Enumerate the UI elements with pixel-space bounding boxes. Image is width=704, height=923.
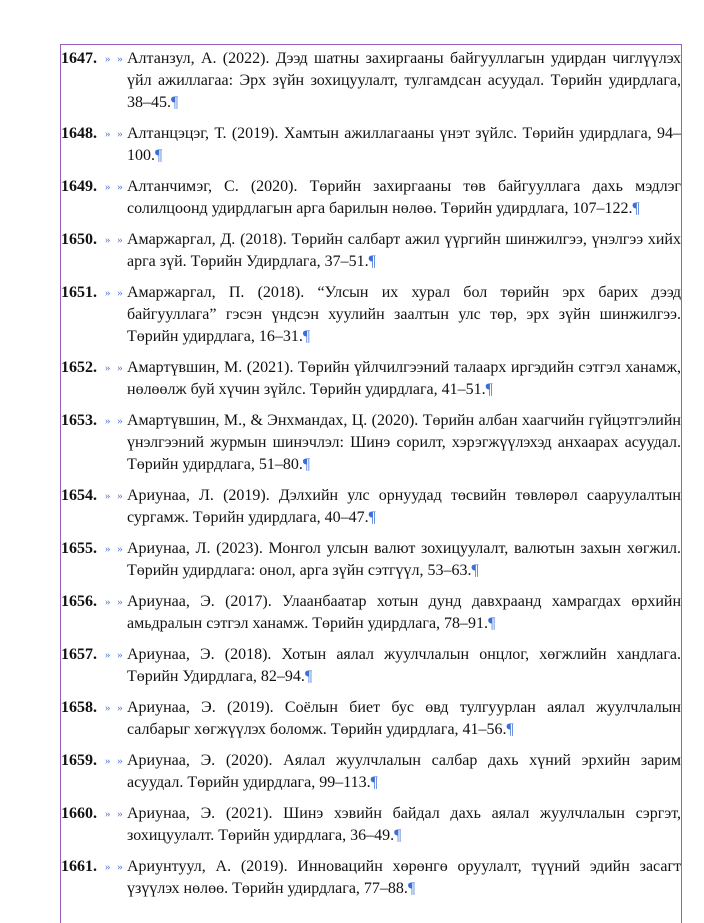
tab-mark: » » xyxy=(105,234,125,246)
pilcrow-mark: ¶ xyxy=(304,668,313,685)
pilcrow-mark: ¶ xyxy=(370,774,378,791)
reference-text: Ариунаа, Э. (2018). Хотын аялал жуулчлалын онцлог, хөгжлийн хандлага. Төрийн Удирдлага, 82–94. xyxy=(127,646,681,685)
reference-number: 1648. xyxy=(61,125,97,142)
reference-text: Амартүвшин, М. (2021). Төрийн үйлчилгээний талаарх иргэдийн сэтгэл ханамж, нөлөөлж буй хүчин зүйлс. Төрийн удирдлага, 41–51. xyxy=(127,359,681,398)
reference-text: Алтанчимэг, С. (2020). Төрийн захиргааны төв байгууллага дахь мэдлэг солилцоонд удирдлагын арга барилын нөлөө. Төрийн удирдлага, 107–122. xyxy=(127,178,681,217)
pilcrow-mark: ¶ xyxy=(302,328,311,345)
reference-number: 1652. xyxy=(61,359,97,376)
reference-text: Алтанзул, А. (2022). Дээд шатны захиргааны байгууллагын удирдан чиглүүлэх үйл ажиллагаа: Эрх зүйн зохицуулалт, тулгамдсан асуудал. Төрийн удирдлага, 38–45. xyxy=(127,50,681,111)
reference-item[interactable] xyxy=(61,538,681,582)
reference-text: Ариунаа, Э. (2019). Соёлын биет бус өвд тулгуурлан аялал жуулчлалын салбарыг хөгжүүлэх боломж. Төрийн удирдлага, 41–56. xyxy=(127,699,681,738)
reference-number: 1647. xyxy=(61,50,97,67)
tab-mark: » » xyxy=(105,490,125,502)
pilcrow-mark: ¶ xyxy=(155,147,163,164)
reference-number: 1660. xyxy=(61,805,97,822)
reference-item[interactable] xyxy=(61,697,681,741)
reference-text: Ариунтуул, А. (2019). Инновацийн хөрөнгө оруулалт, түүний эдийн засагт үзүүлэх нөлөө. Төрийн удирдлага, 77–88. xyxy=(127,858,681,897)
tab-mark: » » xyxy=(105,128,125,140)
reference-number: 1649. xyxy=(61,178,97,195)
pilcrow-mark: ¶ xyxy=(368,509,376,526)
reference-text: Ариунаа, Э. (2020). Аялал жуулчлалын салбар дахь хүний эрхийн зарим асуудал. Төрийн удирдлага, 99–113. xyxy=(127,752,681,791)
reference-text: Ариунаа, Л. (2019). Дэлхийн улс орнуудад төсвийн төвлөрөл сааруулалтын сургамж. Төрийн удирдлага, 40–47. xyxy=(127,487,681,526)
reference-number: 1654. xyxy=(61,487,97,504)
tab-mark: » » xyxy=(105,808,125,820)
reference-number: 1656. xyxy=(61,593,97,610)
reference-item[interactable] xyxy=(61,410,681,476)
reference-text: Ариунаа, Л. (2023). Монгол улсын валют зохицуулалт, валютын захын хөгжил. Төрийн удирдлага: онол, арга зүйн сэтгүүл, 53–63. xyxy=(127,540,681,579)
tab-mark: » » xyxy=(105,362,125,374)
reference-item[interactable] xyxy=(61,591,681,635)
reference-item[interactable] xyxy=(61,856,681,900)
pilcrow-mark: ¶ xyxy=(171,94,179,111)
reference-text: Ариунаа, Э. (2017). Улаанбаатар хотын дунд давхраанд хамрагдах өрхийн амьдралын сэтгэл ханамж. Төрийн удирдлага, 78–91. xyxy=(127,593,681,632)
reference-item[interactable] xyxy=(61,357,681,401)
pilcrow-mark: ¶ xyxy=(488,615,496,632)
pilcrow-mark: ¶ xyxy=(394,827,402,844)
reference-item[interactable] xyxy=(61,750,681,794)
tab-mark: » » xyxy=(105,649,125,661)
reference-item[interactable] xyxy=(61,229,681,273)
pilcrow-mark: ¶ xyxy=(632,200,640,217)
reference-number: 1657. xyxy=(61,646,97,663)
pilcrow-mark: ¶ xyxy=(485,381,493,398)
reference-number: 1658. xyxy=(61,699,97,716)
reference-text: Алтанцэцэг, Т. (2019). Хамтын ажиллагааны үнэт зүйлс. Төрийн удирдлага, 94–100. xyxy=(127,125,681,164)
tab-mark: » » xyxy=(105,543,125,555)
reference-item[interactable] xyxy=(61,123,681,167)
pilcrow-mark: ¶ xyxy=(368,253,376,270)
tab-mark: » » xyxy=(105,861,125,873)
reference-item[interactable] xyxy=(61,176,681,220)
reference-number: 1651. xyxy=(61,284,97,301)
reference-item[interactable] xyxy=(61,485,681,529)
tab-mark: » » xyxy=(105,287,125,299)
reference-item[interactable] xyxy=(61,48,681,114)
reference-number: 1659. xyxy=(61,752,97,769)
pilcrow-mark: ¶ xyxy=(506,721,514,738)
reference-item[interactable] xyxy=(61,282,681,348)
tab-mark: » » xyxy=(105,53,125,65)
reference-number: 1661. xyxy=(61,858,97,875)
pilcrow-mark: ¶ xyxy=(407,880,416,897)
pilcrow-mark: ¶ xyxy=(302,456,311,473)
text-boundary-top xyxy=(60,44,681,45)
reference-number: 1653. xyxy=(61,412,97,429)
reference-number: 1655. xyxy=(61,540,97,557)
tab-mark: » » xyxy=(105,755,125,767)
text-boundary-right xyxy=(681,44,682,923)
reference-item[interactable] xyxy=(61,644,681,688)
reference-text: Амартүвшин, М., & Энхмандах, Ц. (2020). Төрийн албан хаагчийн гүйцэтгэлийн үнэлгээний журмын шинэчлэл: Шинэ сорилт, хэрэгжүүлэхэд анхаарах асуудал. Төрийн удирдлага, 51–80. xyxy=(127,412,681,473)
reference-text: Амаржаргал, Д. (2018). Төрийн салбарт ажил үүргийн шинжилгээ, үнэлгээ хийх арга зүй. Төрийн Удирдлага, 37–51. xyxy=(127,231,681,270)
reference-number: 1650. xyxy=(61,231,97,248)
reference-item[interactable] xyxy=(61,803,681,847)
tab-mark: » » xyxy=(105,702,125,714)
reference-list xyxy=(61,48,681,909)
reference-text: Ариунаа, Э. (2021). Шинэ хэвийн байдал дахь аялал жуулчлалын сэргэт, зохицуулалт. Төрийн удирдлага, 36–49. xyxy=(127,805,681,844)
tab-mark: » » xyxy=(105,181,125,193)
tab-mark: » » xyxy=(105,415,125,427)
reference-text: Амаржаргал, П. (2018). “Улсын их хурал бол төрийн эрх барих дээд байгууллага” гэсэн үндсэн хуулийн заалтын улс төр, эрх зүйн шинжилгээ. Төрийн удирдлага, 16–31. xyxy=(127,284,681,345)
tab-mark: » » xyxy=(105,596,125,608)
pilcrow-mark: ¶ xyxy=(471,562,479,579)
